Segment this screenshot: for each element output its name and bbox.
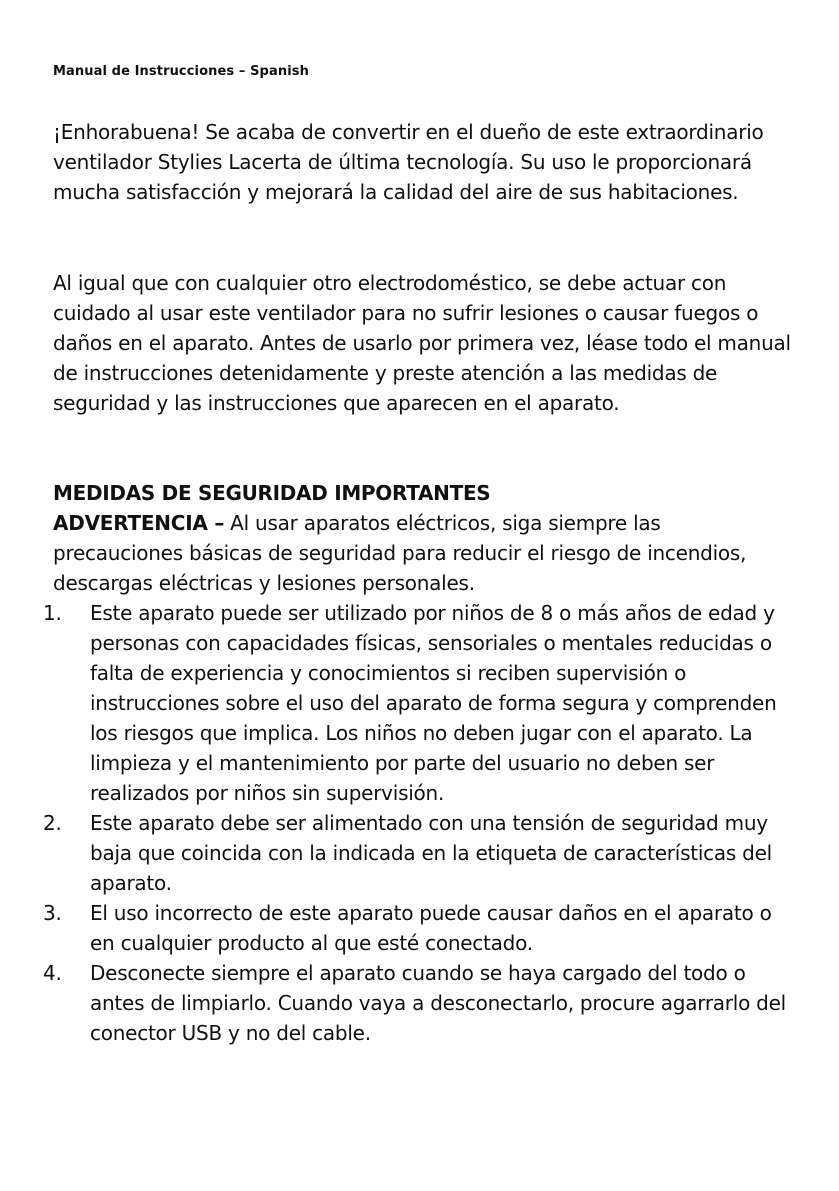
page-header: Manual de Instrucciones – Spanish (53, 64, 309, 79)
list-item-number: 1. (43, 601, 62, 625)
list-item (43, 958, 793, 1048)
list-item-number: 4. (43, 961, 62, 985)
warning-paragraph (53, 508, 793, 598)
safety-instructions-list (43, 598, 793, 1048)
list-item-number: 3. (43, 901, 62, 925)
list-item-text: Este aparato puede ser utilizado por niños de 8 o más años de edad y personas con capacidades físicas, sensoriales o mentales reducidas o falta de experiencia y conocimientos si reciben supervisión o instrucciones sobre el uso del aparato de forma segura y comprenden los riesgos que implica. Los niños no deben jugar con el aparato. La limpieza y el mantenimiento por parte del usuario no deben ser realizados por niños sin supervisión. (90, 601, 777, 805)
list-item-number: 2. (43, 811, 62, 835)
list-item-text: Desconecte siempre el aparato cuando se haya cargado del todo o antes de limpiarlo. Cuando vaya a desconectarlo, procure agarrarlo del conector USB y no del cable. (90, 961, 786, 1045)
warning-text: Al usar aparatos eléctricos, siga siempre las precauciones básicas de seguridad para reducir el riesgo de incendios, descargas eléctricas y lesiones personales. (53, 511, 747, 595)
safety-section-title: MEDIDAS DE SEGURIDAD IMPORTANTES (53, 481, 491, 505)
list-item (43, 898, 793, 958)
list-item-text: El uso incorrecto de este aparato puede causar daños en el aparato o en cualquier producto al que esté conectado. (90, 901, 772, 955)
list-item-text: Este aparato debe ser alimentado con una tensión de seguridad muy baja que coincida con la indicada en la etiqueta de características del aparato. (90, 811, 772, 895)
caution-paragraph: Al igual que con cualquier otro electrodoméstico, se debe actuar con cuidado al usar este ventilador para no sufrir lesiones o causar fuegos o daños en el aparato. Antes de usarlo por primera vez, léase todo el manual de instrucciones detenidamente y preste atención a las medidas de seguridad y las instrucciones que aparecen en el aparato. (53, 271, 791, 415)
list-item (43, 808, 793, 898)
list-item (43, 598, 793, 808)
intro-paragraph: ¡Enhorabuena! Se acaba de convertir en el dueño de este extraordinario ventilador Stylies Lacerta de última tecnología. Su uso le proporcionará mucha satisfacción y mejorará la calidad del aire de sus habitaciones. (53, 120, 764, 204)
warning-label: ADVERTENCIA – (53, 511, 225, 535)
